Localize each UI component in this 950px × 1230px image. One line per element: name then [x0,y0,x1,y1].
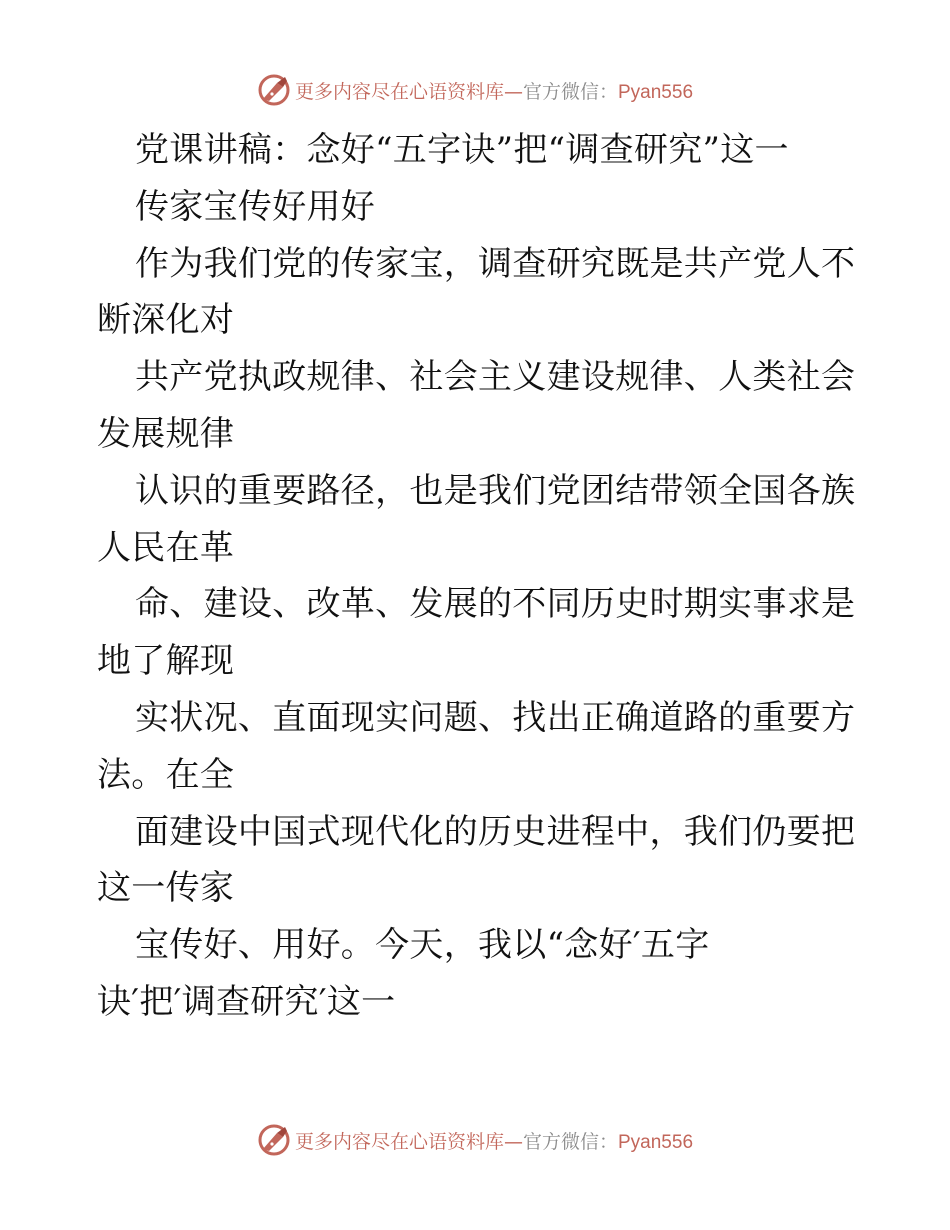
paragraph-line: 实状况、直面现实问题、找出正确道路的重要方 [135,697,856,738]
watermark-text [295,77,693,104]
paragraph-line: 法。在全 [97,754,235,795]
watermark-text [295,1127,693,1154]
pen-nib-circle-icon [257,73,291,107]
paragraph-line: 面建设中国式现代化的历史进程中，我们仍要把 [135,811,856,852]
watermark-wechat-label: 官方微信： [522,1130,618,1153]
paragraph-line: 命、建设、改革、发展的不同历史时期实事求是 [135,584,856,625]
watermark-wechat-label: 官方微信： [522,80,618,103]
document-body [97,122,857,1031]
paragraph-line: 发展规律 [97,413,235,454]
paragraph-line: 作为我们党的传家宝，调查研究既是共产党人不 [135,243,856,284]
watermark-dash: — [503,1130,523,1153]
paragraph-line: 人民在革 [97,527,235,568]
pen-nib-circle-icon [257,1123,291,1157]
document-title-line-2: 传家宝传好用好 [135,186,376,227]
document-title-line-1: 党课讲稿：念好“五字诀”把“调查研究”这一 [135,130,789,170]
paragraph-line: 地了解现 [97,641,235,682]
paragraph-line: 断深化对 [97,300,235,341]
paragraph-line: 这一传家 [97,868,235,909]
watermark-site: 更多内容尽在心语资料库 [294,80,504,103]
header-watermark [0,70,950,110]
paragraph-line: 共产党执政规律、社会主义建设规律、人类社会 [135,357,856,398]
watermark-wechat-id: Pyan556 [618,81,694,103]
watermark-wechat-id: Pyan556 [618,1131,694,1153]
watermark-dash: — [503,80,523,103]
paragraph-line: 认识的重要路径，也是我们党团结带领全国各族 [135,470,856,511]
paragraph-line: 诀′把′调查研究′这一 [97,981,396,1022]
watermark-site: 更多内容尽在心语资料库 [294,1130,504,1153]
paragraph-line: 宝传好、用好。今天，我以“念好′五字 [135,925,710,966]
footer-watermark [0,1120,950,1160]
